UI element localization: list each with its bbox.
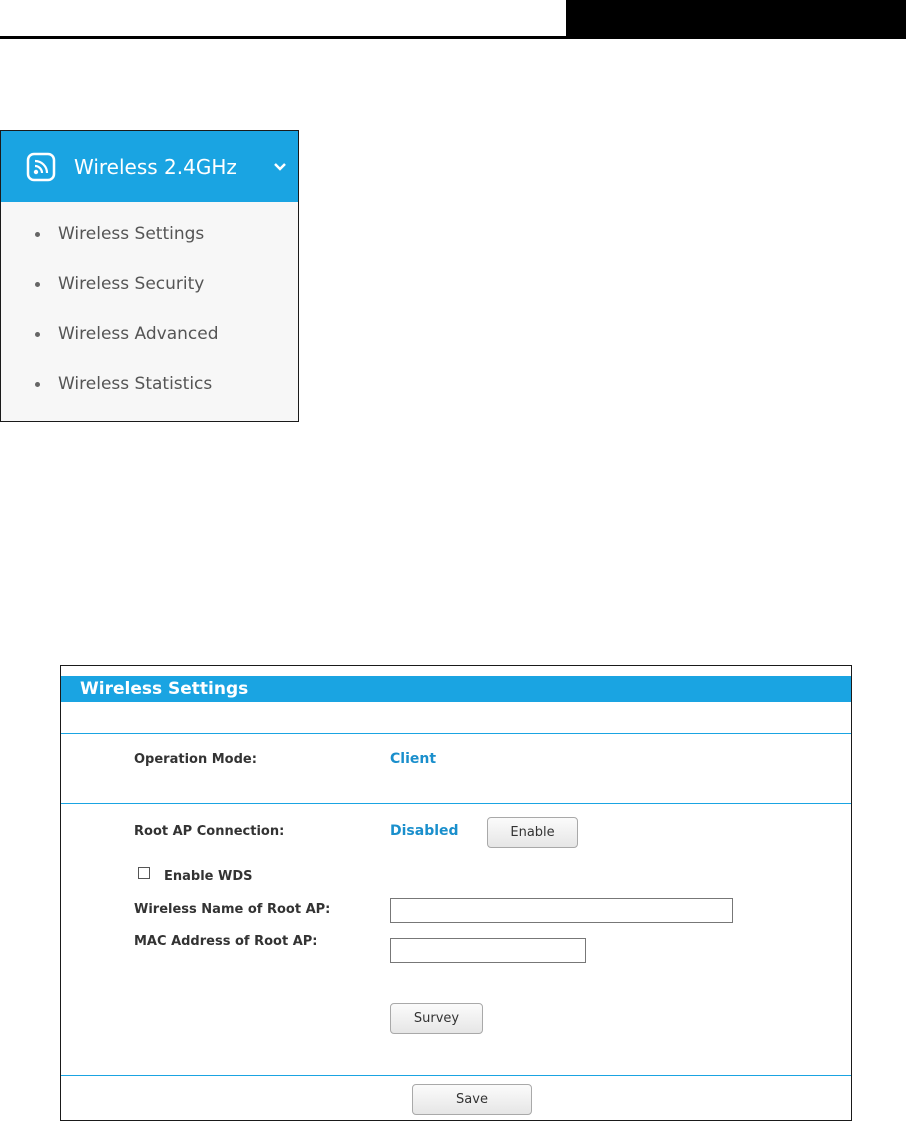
divider	[61, 1075, 851, 1076]
submenu-item-label: Wireless Advanced	[58, 324, 219, 344]
chevron-down-icon	[272, 159, 288, 175]
enable-wds-checkbox[interactable]	[138, 867, 150, 879]
divider	[61, 803, 851, 804]
submenu-item-wireless-security[interactable]	[1, 259, 298, 309]
submenu-list	[1, 209, 298, 409]
mac-address-input[interactable]	[390, 938, 586, 963]
operation-mode-value: Client	[390, 751, 437, 767]
bullet	[35, 382, 40, 387]
wireless-settings-panel	[60, 665, 852, 1121]
divider	[61, 733, 851, 734]
root-ap-connection-status: Disabled	[390, 823, 459, 839]
submenu-item-label: Wireless Settings	[58, 224, 205, 244]
bullet	[35, 332, 40, 337]
mac-address-label: MAC Address of Root AP:	[134, 934, 318, 949]
survey-button[interactable]: Survey	[390, 1003, 483, 1034]
bullet	[35, 282, 40, 287]
header-block	[566, 0, 906, 39]
menu-title: Wireless 2.4GHz	[74, 154, 237, 179]
submenu-item-wireless-statistics[interactable]	[1, 359, 298, 409]
submenu-item-label: Wireless Security	[58, 274, 205, 294]
bullet	[35, 232, 40, 237]
save-button[interactable]: Save	[412, 1084, 532, 1115]
panel-title: Wireless Settings	[61, 676, 851, 702]
menu-header-wireless-2-4ghz[interactable]	[1, 131, 298, 202]
submenu-item-label: Wireless Statistics	[58, 374, 213, 394]
wireless-menu	[0, 130, 299, 422]
submenu-item-wireless-advanced[interactable]	[1, 309, 298, 359]
wireless-name-label: Wireless Name of Root AP:	[134, 902, 331, 917]
wireless-name-input[interactable]	[390, 898, 733, 923]
enable-wds-label: Enable WDS	[164, 869, 253, 884]
submenu-item-wireless-settings[interactable]	[1, 209, 298, 259]
wireless-icon	[26, 152, 56, 182]
root-ap-connection-label: Root AP Connection:	[134, 824, 285, 839]
enable-button[interactable]: Enable	[487, 817, 578, 848]
operation-mode-label: Operation Mode:	[134, 752, 257, 767]
